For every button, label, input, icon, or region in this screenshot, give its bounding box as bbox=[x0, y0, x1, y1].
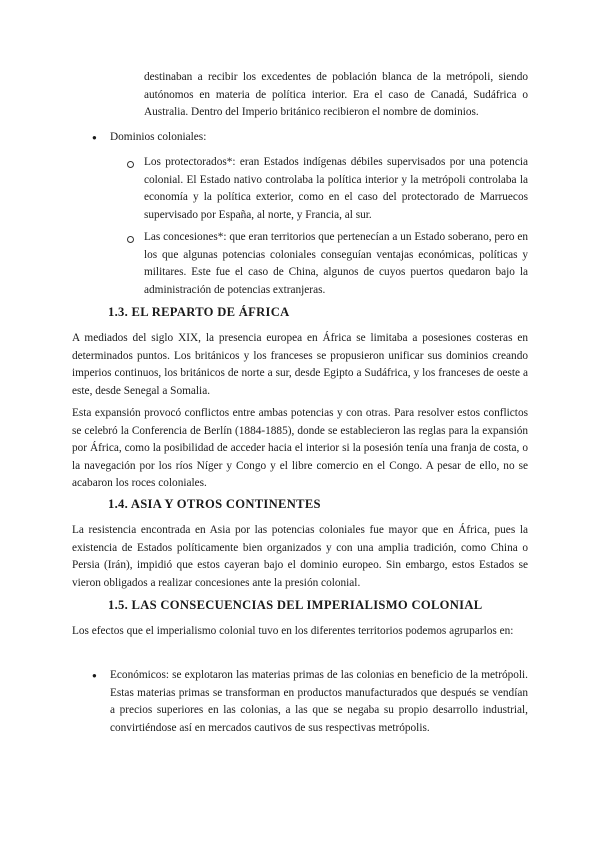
asia-paragraph bbox=[72, 522, 528, 592]
bullet-dot-icon: ● bbox=[92, 671, 97, 680]
sub-bullet-circle-icon bbox=[127, 236, 134, 243]
economicos-item bbox=[110, 667, 528, 737]
sub-item-text: Las concesiones*: que eran territorios que pertenecían a un Estado soberano, pero en los que algunas potencias coloniales conseguían ventajas económicas, políticas y militares. Este fue el caso de China, algunos de cuyos puertos quedaron bajo la administración de potencias extranjeras. bbox=[144, 231, 528, 296]
bullet-dot-icon: ● bbox=[92, 133, 97, 142]
continuation-text: destinaban a recibir los excedentes de población blanca de la metrópoli, siendo autónomos en materia de política interior. Era el caso de Canadá, Sudáfrica o Australia. Dentro del Imperio británico recibieron el nombre de dominios. bbox=[144, 71, 528, 119]
sub-item-concesiones bbox=[144, 229, 528, 299]
dominios-label: Dominios coloniales: bbox=[110, 131, 207, 143]
dominios-item bbox=[110, 129, 530, 147]
africa-paragraph-1 bbox=[72, 330, 528, 400]
section-heading-asia: 1.4. ASIA Y OTROS CONTINENTES bbox=[108, 497, 321, 511]
paragraph-text: A mediados del siglo XIX, la presencia europea en África se limitaba a posesiones costeras en determinados puntos. Los británicos y los franceses se propusieron unificar sus dominios creando imperios continuos, los británicos de norte a sur, desde Egipto a Sudáfrica, y los franceses de oeste a este, desde Senegal a Somalia. bbox=[72, 332, 528, 397]
consecuencias-paragraph bbox=[72, 623, 528, 641]
sub-item-protectorados bbox=[144, 154, 528, 224]
continuation-paragraph bbox=[144, 69, 528, 122]
sub-item-text: Los protectorados*: eran Estados indígenas débiles supervisados por una potencia colonial. El Estado nativo controlaba la política interior y la metrópoli controlaba la economía y la política exterior, como en el caso del protectorado de Marruecos supervisado por España, al norte, y Francia, al sur. bbox=[144, 156, 528, 221]
paragraph-text: La resistencia encontrada en Asia por las potencias coloniales fue mayor que en África, pues la existencia de Estados políticamente bien organizados y con una amplia tradición, como China o Persia (Irán), impidió que estos cayeran bajo el dominio europeo. Sin embargo, estos Estados se vieron obligados a realizar concesiones ante la presión colonial. bbox=[72, 524, 528, 589]
sub-bullet-circle-icon bbox=[127, 161, 134, 168]
paragraph-text: Los efectos que el imperialismo colonial tuvo en los diferentes territorios podemos agruparlos en: bbox=[72, 625, 514, 637]
africa-paragraph-2 bbox=[72, 405, 528, 493]
bullet-text: Económicos: se explotaron las materias primas de las colonias en beneficio de la metrópoli. Estas materias primas se transforman en productos manufacturados que después se vendían a precios superiores en las colonias, a las que se negaba su propio desarrollo industrial, convirtiéndose así en mercados cautivos de sus respectivas metrópolis. bbox=[110, 669, 528, 734]
section-heading-consecuencias: 1.5. LAS CONSECUENCIAS DEL IMPERIALISMO COLONIAL bbox=[108, 598, 483, 612]
section-heading-africa: 1.3. EL REPARTO DE ÁFRICA bbox=[108, 305, 290, 319]
paragraph-text: Esta expansión provocó conflictos entre ambas potencias y con otras. Para resolver estos conflictos se celebró la Conferencia de Berlín (1884-1885), donde se establecieron las reglas para la expansión por África, como la posibilidad de acceder hacia el interior si la posesión tenía una franja de costa, o la navegación por los ríos Níger y Congo y el libre comercio en el Congo. A pesar de ello, no se acabaron los roces coloniales. bbox=[72, 407, 528, 490]
